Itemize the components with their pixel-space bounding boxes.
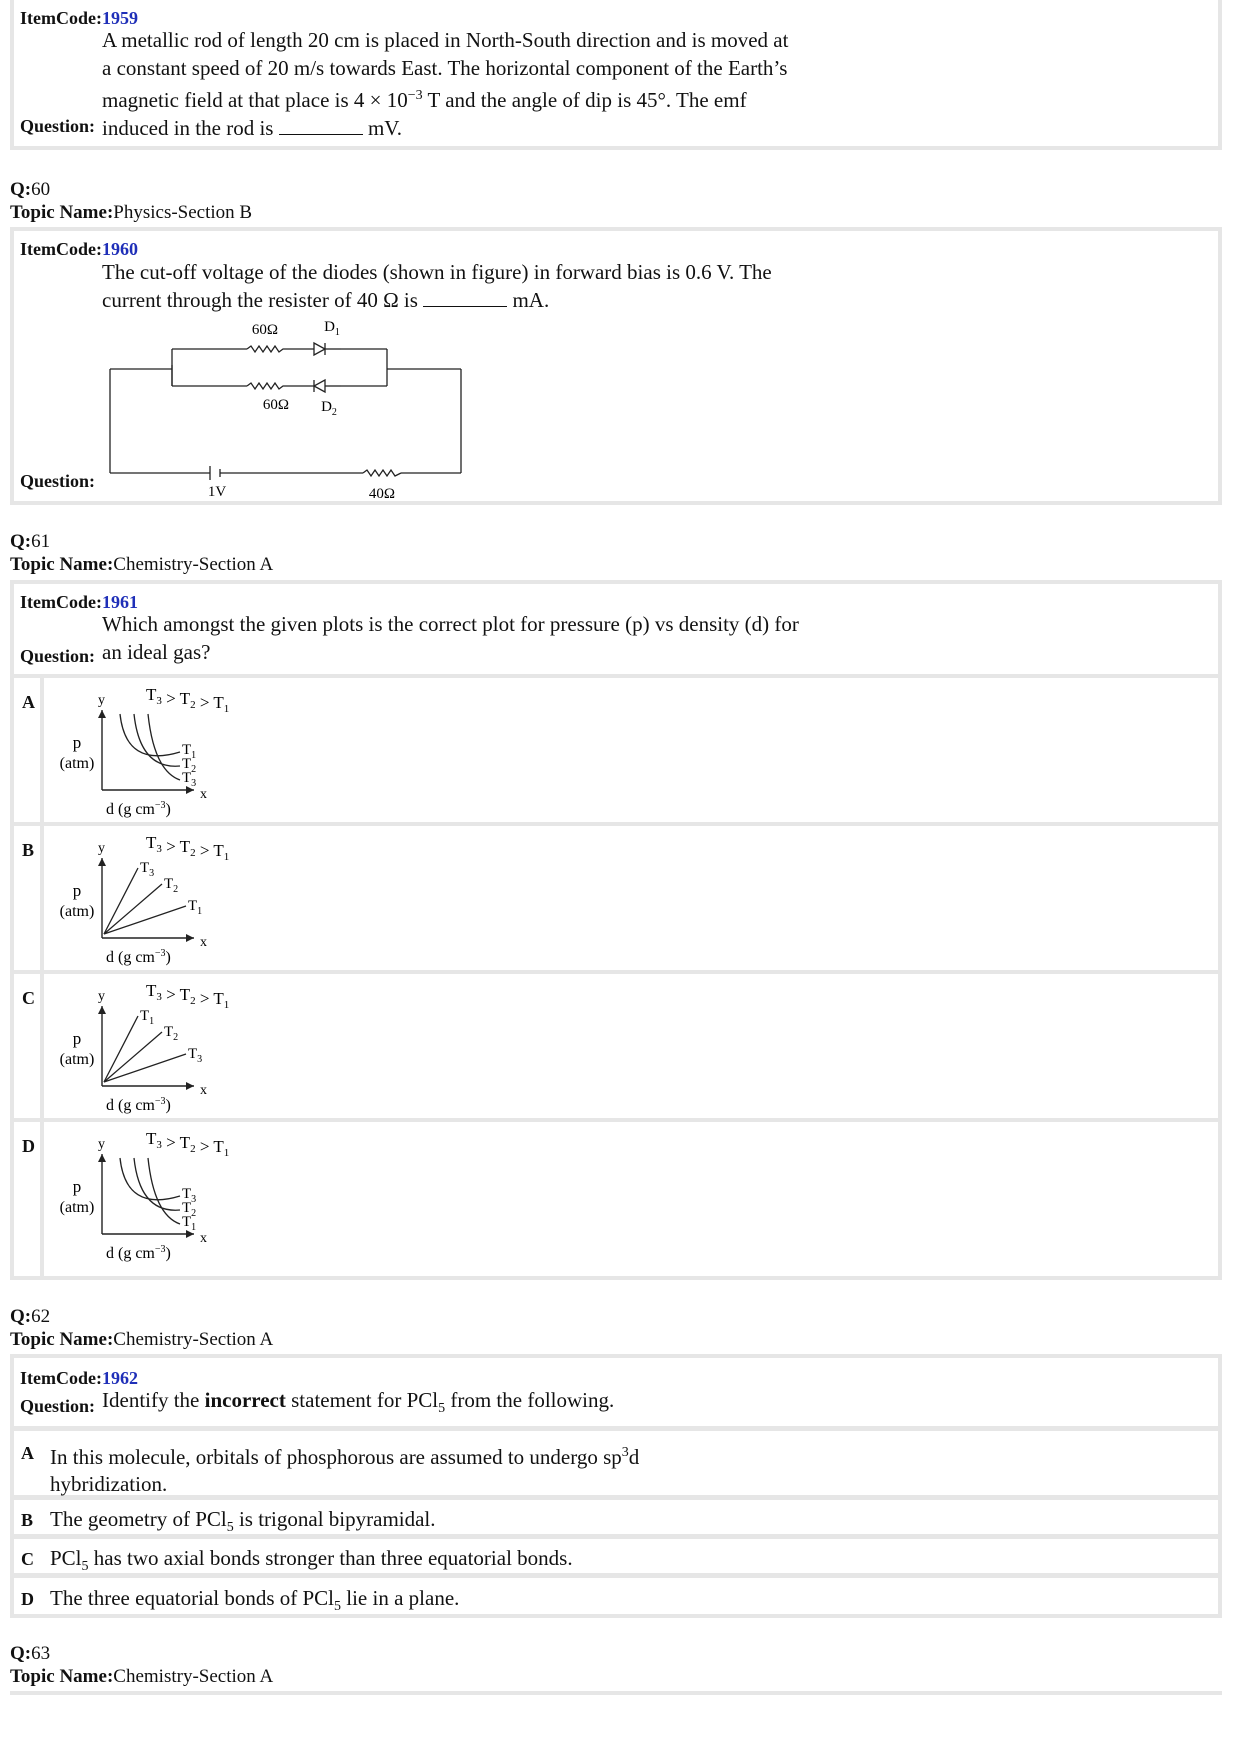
topic-name: Topic Name:Physics-Section B: [10, 202, 253, 223]
question-text: Which amongst the given plots is the correct plot for pressure (p) vs density (d) for an ideal gas?: [102, 612, 799, 664]
y-axis-label: p: [72, 733, 82, 752]
question-card-1959: [10, 0, 1222, 150]
isotherm-label: $T_3$: [188, 1046, 203, 1065]
y-axis-arrow: [98, 710, 106, 718]
temperature-order: $T_3 > T_2 > T_1$: [146, 685, 230, 715]
divider: [10, 1691, 1222, 1695]
topic-name: Topic Name:Chemistry-Section A: [10, 1329, 274, 1350]
item-code-line: ItemCode:1960: [20, 239, 138, 259]
option-d[interactable]: D The three equatorial bonds of PCl$_5$ lie in a plane.: [10, 1574, 1222, 1618]
y-axis-letter: y: [98, 1137, 105, 1152]
y-axis-unit: (atm): [59, 1051, 95, 1068]
item-code: 1961: [101, 592, 138, 612]
question-text: A metallic rod of length 20 cm is placed in North-South direction and is moved at a constant speed of 20 m/s towards East. The horizontal component of the Earth’s magnetic field at that place is $4 \times 10^{-3}$ T and the angle of dip is 45°. The emf induced in the rod is mV.: [102, 28, 789, 140]
topic-name: Topic Name:Chemistry-Section A: [10, 554, 274, 575]
temperature-order: $T_3 > T_2 > T_1$: [146, 833, 230, 863]
isotherm-label: $T_1$: [182, 1214, 197, 1233]
question-label: Question:: [20, 116, 96, 136]
pressure-density-plot: [44, 1122, 304, 1276]
x-axis-arrow: [186, 934, 194, 942]
battery-label: 1V: [207, 484, 227, 500]
y-axis-letter: y: [98, 693, 105, 708]
isotherm-curve: [120, 1158, 180, 1200]
y-axis-label: p: [72, 881, 82, 900]
y-axis-unit: (atm): [59, 903, 95, 920]
isotherm-label: $T_1$: [182, 742, 197, 761]
question-label: Question:: [20, 1396, 96, 1416]
question-number: Q:60: [10, 179, 51, 200]
diode-d2-label: $D_2$: [321, 399, 337, 418]
isotherm-label: $T_2$: [182, 756, 197, 775]
y-axis-unit: (atm): [59, 755, 95, 772]
y-axis-arrow: [98, 1154, 106, 1162]
y-axis-arrow: [98, 858, 106, 866]
y-axis-label: p: [72, 1177, 82, 1196]
isotherm-curve: [134, 714, 180, 766]
y-axis-letter: y: [98, 841, 105, 856]
pressure-density-plot: [44, 826, 304, 970]
x-axis-label: d (g $cm^{-3}$): [106, 1096, 171, 1114]
x-axis-label: d (g $cm^{-3}$): [106, 948, 171, 966]
option-a[interactable]: [10, 674, 1222, 826]
item-code: 1960: [101, 239, 138, 259]
pressure-density-plot: [44, 974, 304, 1118]
isotherm-curve: [120, 714, 180, 756]
circuit-diagram: [14, 231, 514, 501]
isotherm-label: $T_1$: [140, 1008, 155, 1027]
resistor-bottom-label: 60Ω: [262, 397, 290, 413]
option-c[interactable]: [10, 970, 1222, 1122]
isotherm-curve: [148, 714, 180, 780]
x-axis-arrow: [186, 1082, 194, 1090]
option-letter: B: [22, 840, 35, 860]
question-text: Identify the incorrect statement for PCl$_5$ from the following.: [102, 1388, 615, 1417]
isotherm-label: $T_2$: [164, 1024, 179, 1043]
x-axis-letter: x: [200, 935, 207, 950]
question-card-1962: [10, 1354, 1222, 1430]
x-axis-label: d (g $cm^{-3}$): [106, 1244, 171, 1262]
x-axis-label: d (g $cm^{-3}$): [106, 800, 171, 818]
isotherm-label: $T_3$: [182, 1186, 197, 1205]
question-text: The cut-off voltage of the diodes (shown in figure) in forward bias is 0.6 V. The current through the resister of 40 Ω is mA.: [102, 260, 772, 312]
y-axis-label: p: [72, 1029, 82, 1048]
x-axis-letter: x: [200, 1083, 207, 1098]
isotherm-label: $T_3$: [182, 770, 197, 789]
pressure-density-plot: [44, 678, 304, 822]
item-code: 1962: [101, 1368, 138, 1388]
resistor-series-label: 40Ω: [368, 486, 396, 501]
question-number: Q:61: [10, 531, 51, 552]
y-axis-letter: y: [98, 989, 105, 1004]
item-code-line: ItemCode:1961: [20, 592, 138, 612]
x-axis-letter: x: [200, 1231, 207, 1246]
option-letter: A: [22, 692, 35, 712]
isotherm-label: $T_1$: [188, 898, 203, 917]
y-axis-arrow: [98, 1006, 106, 1014]
option-b[interactable]: [10, 822, 1222, 974]
isotherm-label: $T_2$: [164, 876, 179, 895]
isotherm-label: $T_2$: [182, 1200, 197, 1219]
item-code-line: ItemCode:1959: [20, 8, 138, 28]
isotherm-curve: [104, 884, 162, 934]
option-c[interactable]: C PCl$_5$ has two axial bonds stronger than three equatorial bonds.: [10, 1535, 1222, 1577]
question-label: Question:: [20, 646, 96, 666]
option-b[interactable]: B The geometry of PCl$_5$ is trigonal bipyramidal.: [10, 1496, 1222, 1538]
item-code: 1959: [101, 8, 138, 28]
item-code-line: ItemCode:1962: [20, 1368, 138, 1388]
isotherm-curve: [104, 1032, 162, 1082]
topic-name: Topic Name:Chemistry-Section A: [10, 1666, 274, 1687]
resistor-top-label: 60Ω: [251, 322, 279, 338]
diode-d1-label: $D_1$: [324, 319, 340, 338]
question-card-1961: [10, 580, 1222, 678]
temperature-order: $T_3 > T_2 > T_1$: [146, 981, 230, 1011]
x-axis-letter: x: [200, 787, 207, 802]
question-card-1960: [10, 227, 1222, 505]
isotherm-label: $T_3$: [140, 860, 155, 879]
question-number: Q:63: [10, 1643, 51, 1664]
option-d[interactable]: [10, 1118, 1222, 1280]
isotherm-curve: [134, 1158, 180, 1210]
y-axis-unit: (atm): [59, 1199, 95, 1216]
option-a[interactable]: A In this molecule, orbitals of phosphorous are assumed to undergo $sp^3d$ hybridization.: [10, 1427, 1222, 1499]
question-number: Q:62: [10, 1306, 51, 1327]
temperature-order: $T_3 > T_2 > T_1$: [146, 1129, 230, 1159]
option-letter: D: [22, 1136, 35, 1156]
option-letter: C: [22, 988, 35, 1008]
question-label: Question:: [20, 471, 96, 491]
isotherm-curve: [148, 1158, 180, 1224]
